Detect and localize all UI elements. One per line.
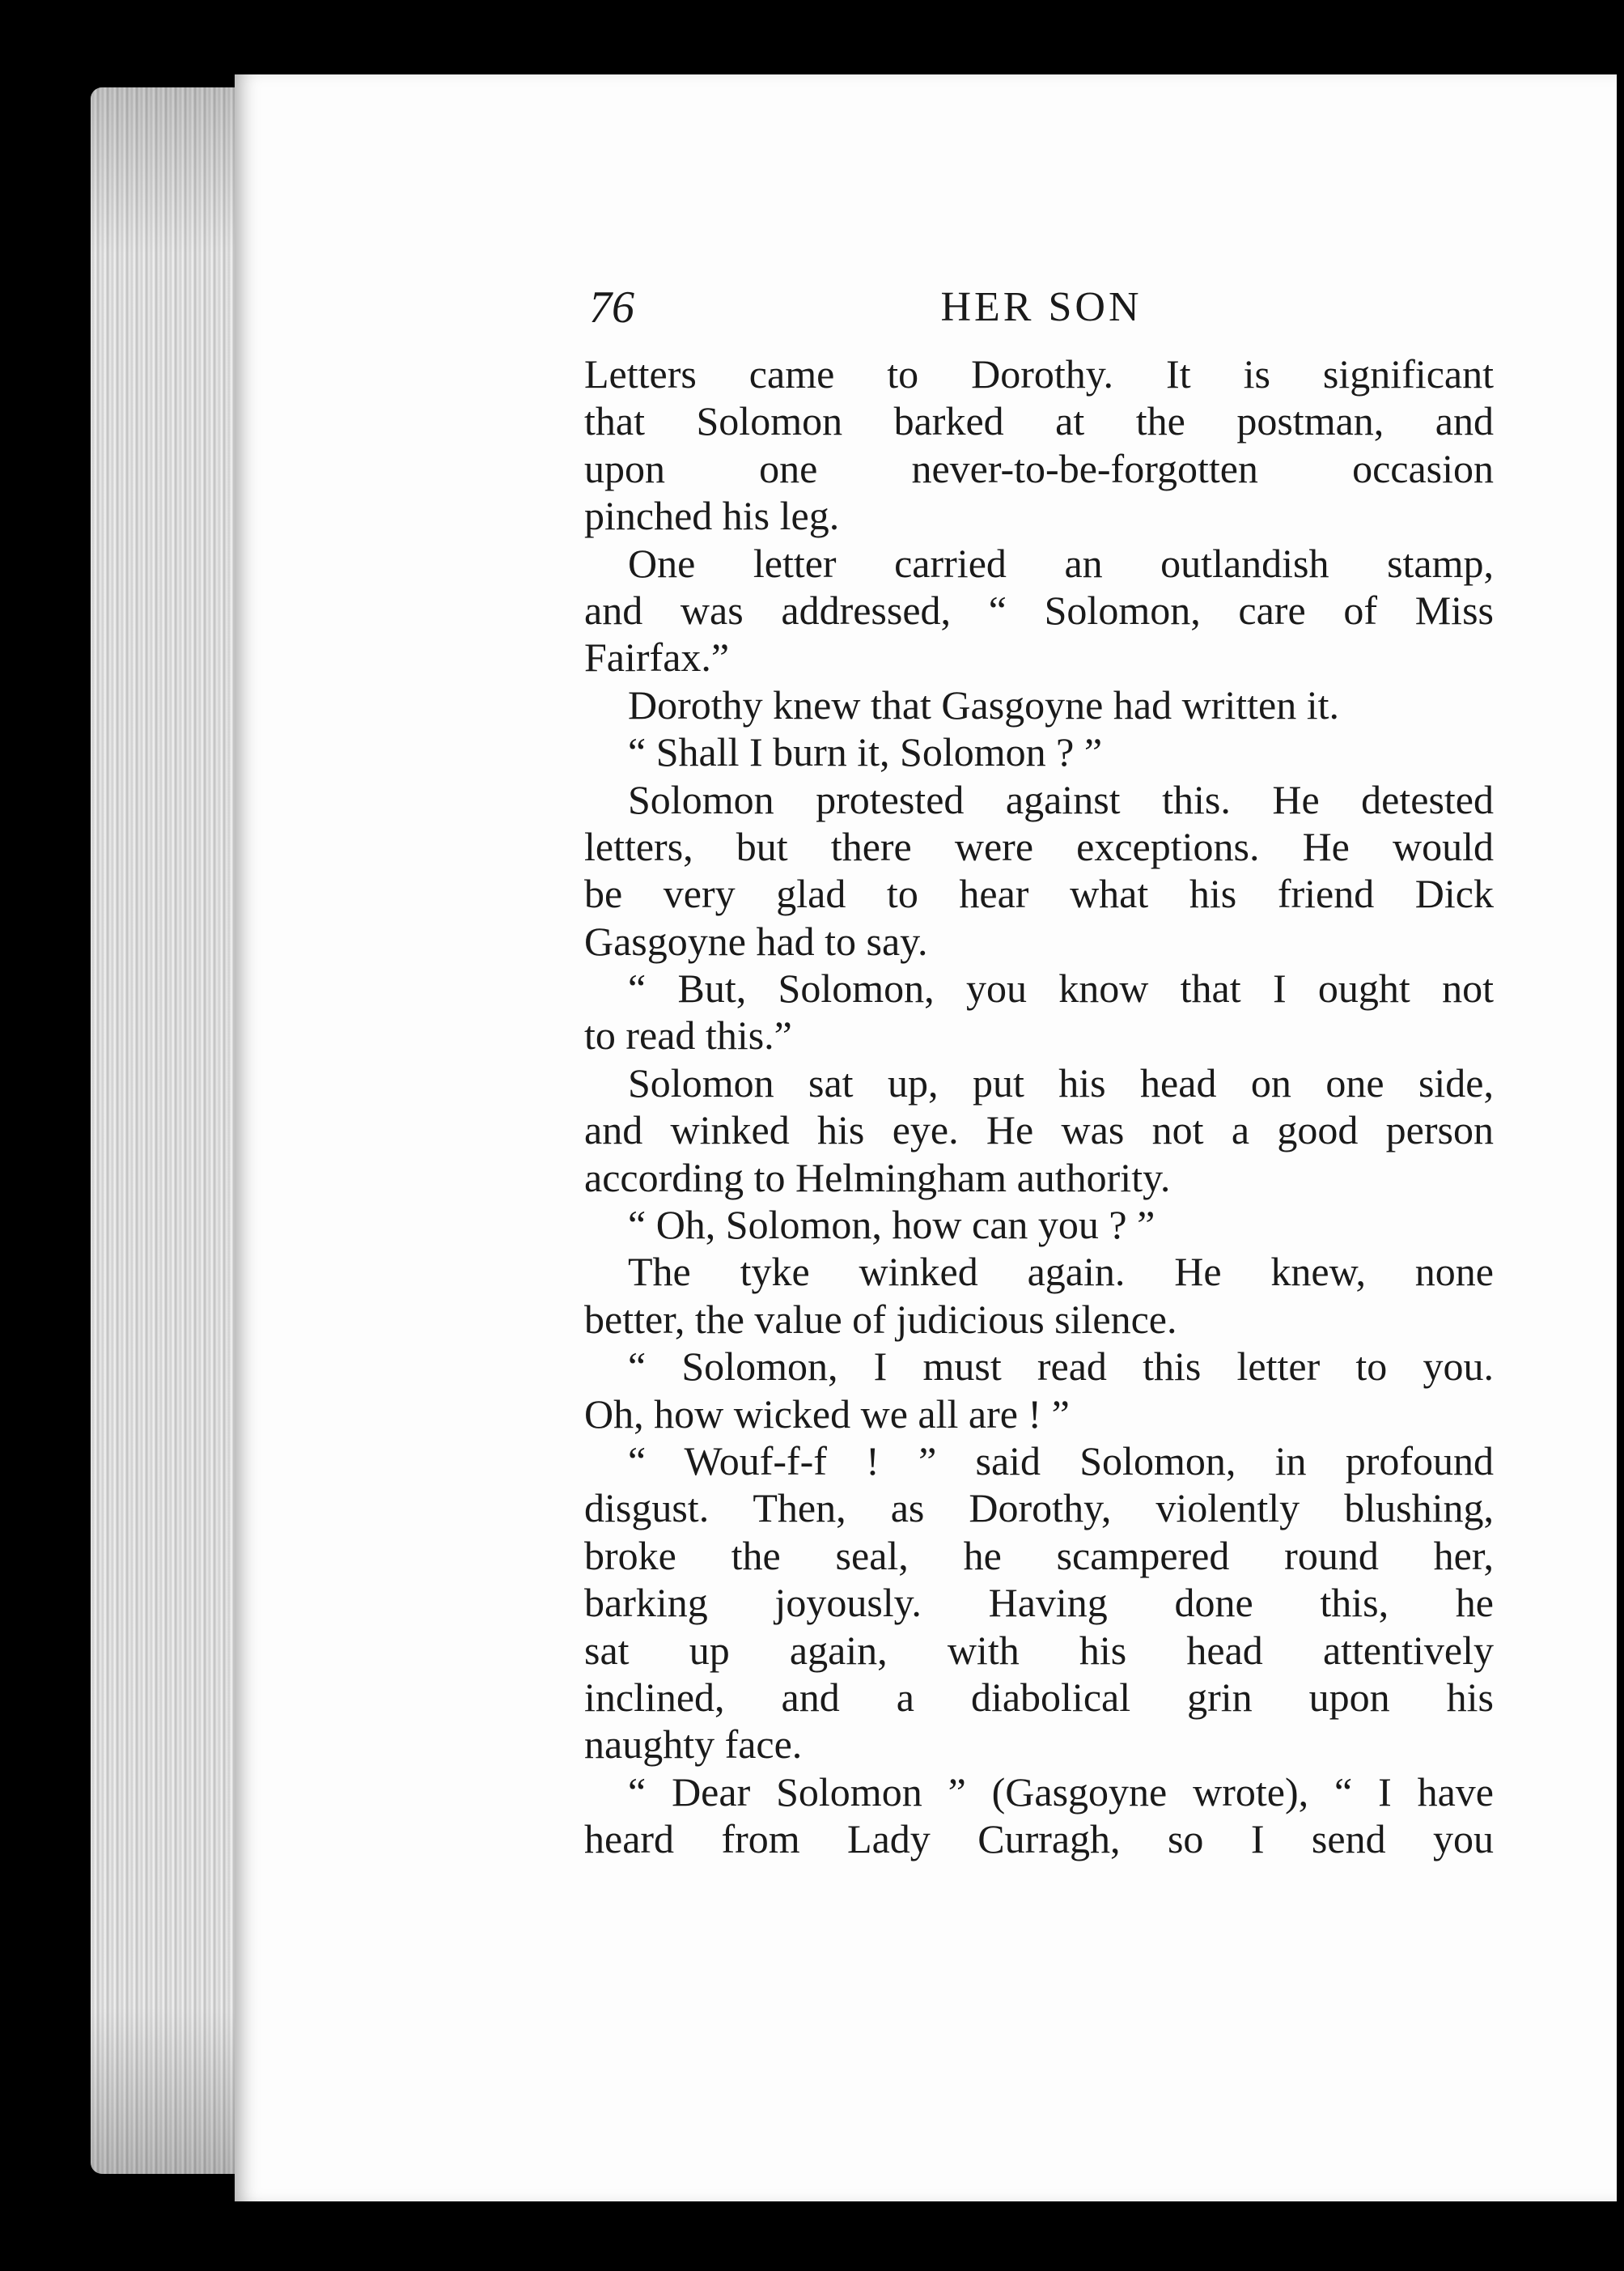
text-line: Solomon protested against this. He detested	[628, 776, 1494, 822]
text-line: letters, but there were exceptions. He would	[584, 823, 1494, 869]
text-line: “ Dear Solomon ” (Gasgoyne wrote), “ I have	[628, 1768, 1494, 1815]
text-line: inclined, and a diabolical grin upon his	[584, 1674, 1494, 1720]
text-line: “ Solomon, I must read this letter to you.	[628, 1343, 1494, 1390]
text-line: The tyke winked again. He knew, none	[628, 1249, 1494, 1295]
text-line: Fairfax.”	[584, 635, 730, 681]
text-line: according to Helmingham authority.	[584, 1154, 1171, 1200]
text-line: that Solomon barked at the postman, and	[584, 398, 1494, 444]
text-line: upon one never-to-be-forgotten occasion	[584, 445, 1494, 491]
text-line: “ Shall I burn it, Solomon ? ”	[628, 729, 1103, 775]
text-line: Gasgoyne had to say.	[584, 918, 928, 964]
text-line: naughty face.	[584, 1721, 803, 1768]
text-line: better, the value of judicious silence.	[584, 1296, 1177, 1342]
running-header	[589, 275, 1494, 340]
text-line: barking joyously. Having done this, he	[584, 1580, 1494, 1626]
text-line: Dorothy knew that Gasgoyne had written it.	[628, 681, 1339, 728]
text-line: One letter carried an outlandish stamp,	[628, 540, 1494, 586]
text-line: to read this.”	[584, 1012, 792, 1059]
text-line: and winked his eye. He was not a good person	[584, 1107, 1494, 1153]
page-number: 76	[589, 282, 634, 333]
text-line: Letters came to Dorothy. It is significant	[584, 351, 1494, 397]
text-line: disgust. Then, as Dorothy, violently blushing,	[584, 1485, 1494, 1531]
text-line: be very glad to hear what his friend Dick	[584, 871, 1494, 917]
text-line: sat up again, with his head attentively	[584, 1627, 1494, 1673]
page-edges	[91, 87, 244, 2174]
text-line: pinched his leg.	[584, 493, 840, 539]
running-title: HER SON	[940, 284, 1143, 330]
text-line: “ Oh, Solomon, how can you ? ”	[628, 1202, 1155, 1248]
text-line: Solomon sat up, put his head on one side,	[628, 1059, 1494, 1106]
text-line: heard from Lady Curragh, so I send you	[584, 1816, 1494, 1862]
text-line: broke the seal, he scampered round her,	[584, 1532, 1494, 1578]
text-line: “ But, Solomon, you know that I ought not	[628, 966, 1494, 1012]
body-text	[584, 350, 1494, 1863]
text-line: Oh, how wicked we all are ! ”	[584, 1390, 1070, 1437]
text-line: and was addressed, “ Solomon, care of Miss	[584, 587, 1494, 633]
text-line: “ Wouf-f-f ! ” said Solomon, in profound	[628, 1437, 1494, 1484]
